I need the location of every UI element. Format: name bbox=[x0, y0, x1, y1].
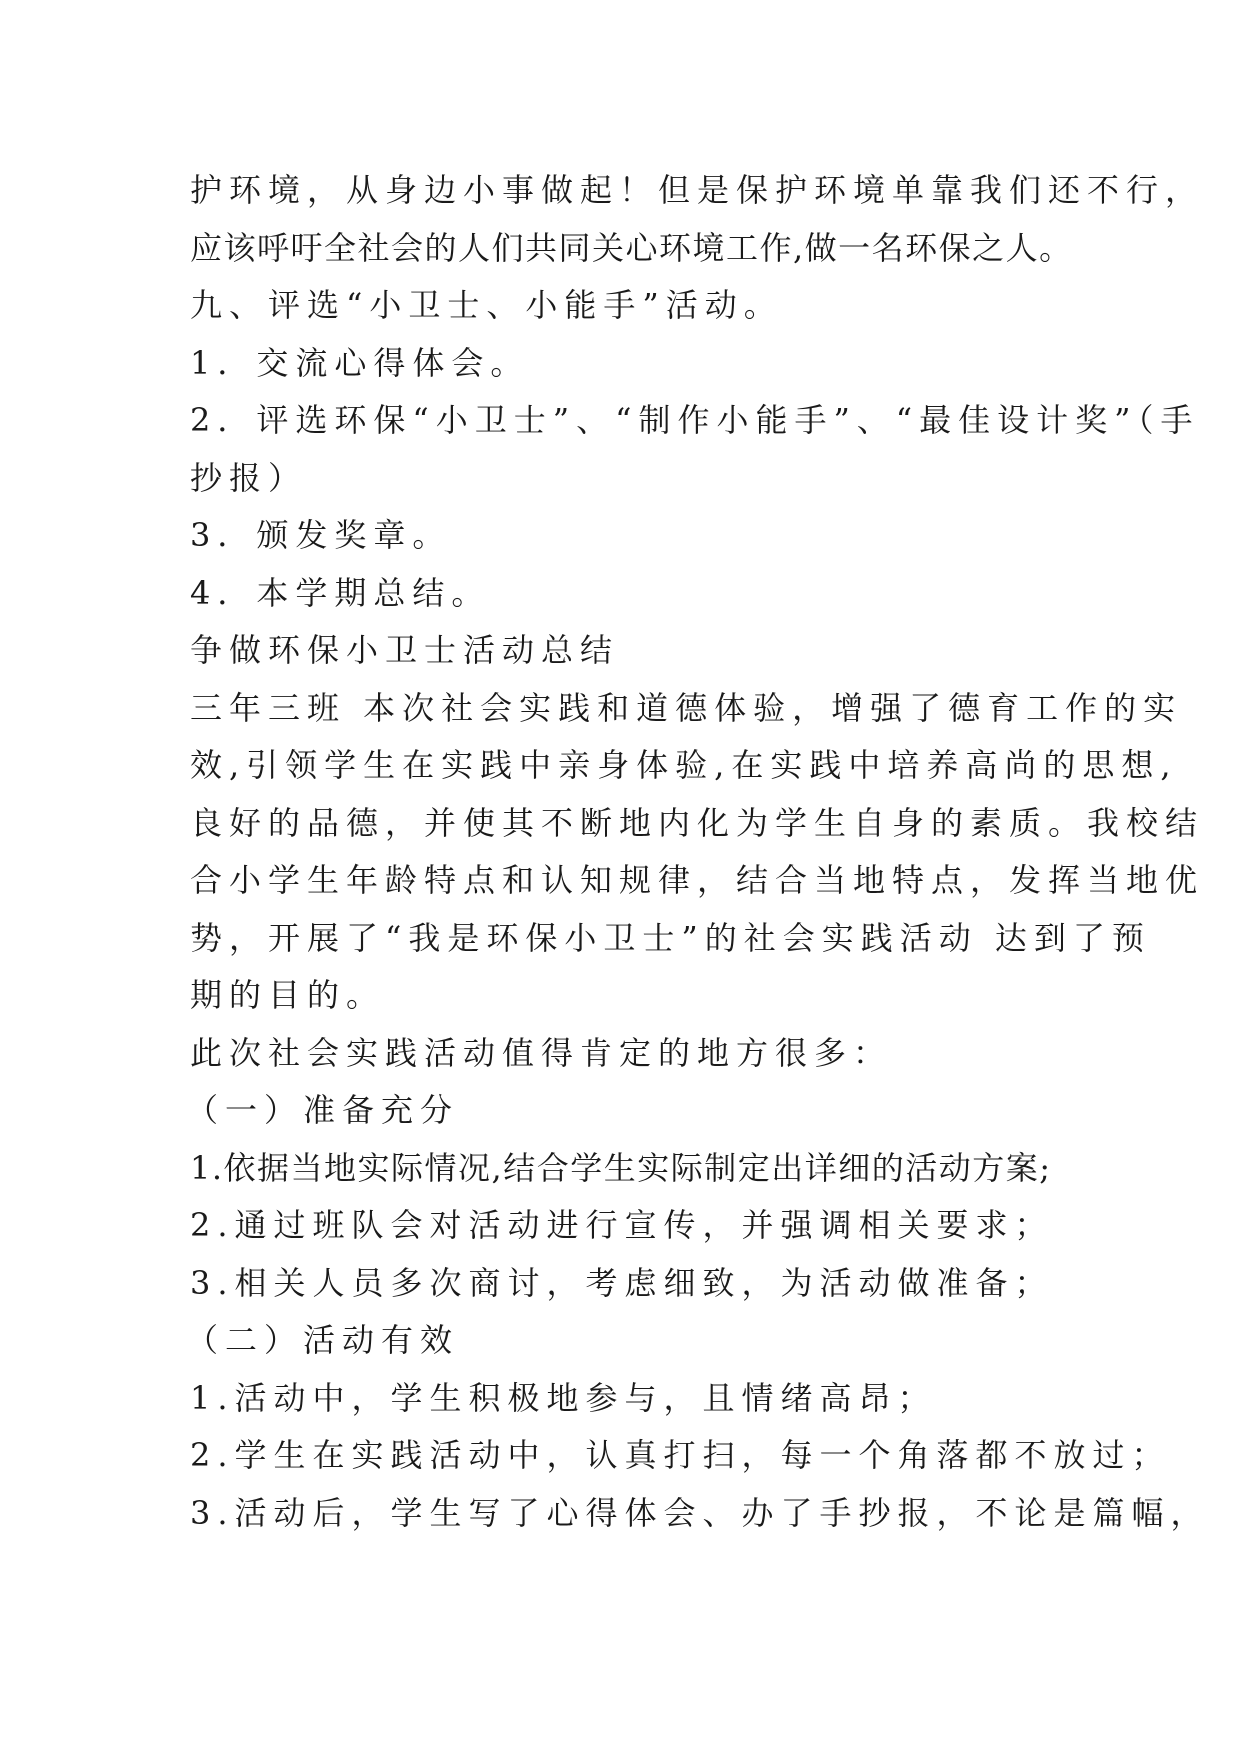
list-item: 2.通过班队会对活动进行宣传，并强调相关要求； bbox=[190, 1206, 1054, 1244]
text-line: 期的目的。 bbox=[190, 976, 386, 1014]
list-item: 3．颁发奖章。 bbox=[190, 516, 452, 554]
list-item: 3.活动后，学生写了心得体会、办了手抄报，不论是篇幅， bbox=[190, 1493, 1210, 1532]
text-line: 合小学生年龄特点和认知规律，结合当地特点，发挥当地优 bbox=[190, 861, 1205, 899]
list-item: 1.活动中，学生积极地参与，且情绪高昂； bbox=[190, 1378, 937, 1417]
text-line: 此次社会实践活动值得肯定的地方很多： bbox=[190, 1033, 893, 1072]
list-item: 1.依据当地实际情况,结合学生实际制定出详细的活动方案; bbox=[190, 1148, 1052, 1187]
text-line: 效,引领学生在实践中亲身体验,在实践中培养高尚的思想, bbox=[190, 746, 1178, 784]
text-line: 护环境，从身边小事做起！但是保护环境单靠我们还不行， bbox=[190, 171, 1205, 209]
text-line: 抄报） bbox=[190, 458, 308, 497]
section-heading: 九、评选“小卫士、小能手”活动。 bbox=[190, 286, 783, 324]
list-item: 2．评选环保“小卫士”、“制作小能手”、“最佳设计奖”（手 bbox=[190, 401, 1200, 439]
subsection-heading: （二）活动有效 bbox=[186, 1321, 460, 1359]
list-item: 4．本学期总结。 bbox=[190, 573, 491, 612]
text-line: 三年三班 本次社会实践和道德体验，增强了德育工作的实 bbox=[190, 688, 1183, 727]
list-item: 1．交流心得体会。 bbox=[190, 343, 530, 382]
document-body bbox=[186, 162, 1210, 1542]
subsection-heading: （一）准备充分 bbox=[186, 1091, 460, 1129]
text-line: 应该呼吁全社会的人们共同关心环境工作,做一名环保之人。 bbox=[190, 228, 1073, 267]
text-line: 势，开展了“我是环保小卫士”的社会实践活动 达到了预 bbox=[190, 918, 1151, 957]
section-title: 争做环保小卫士活动总结 bbox=[190, 631, 620, 669]
text-line: 良好的品德，并使其不断地内化为学生自身的素质。我校结 bbox=[190, 803, 1205, 842]
list-item: 3.相关人员多次商讨，考虑细致，为活动做准备； bbox=[190, 1263, 1054, 1302]
list-item: 2.学生在实践活动中，认真打扫，每一个角落都不放过； bbox=[190, 1436, 1171, 1474]
